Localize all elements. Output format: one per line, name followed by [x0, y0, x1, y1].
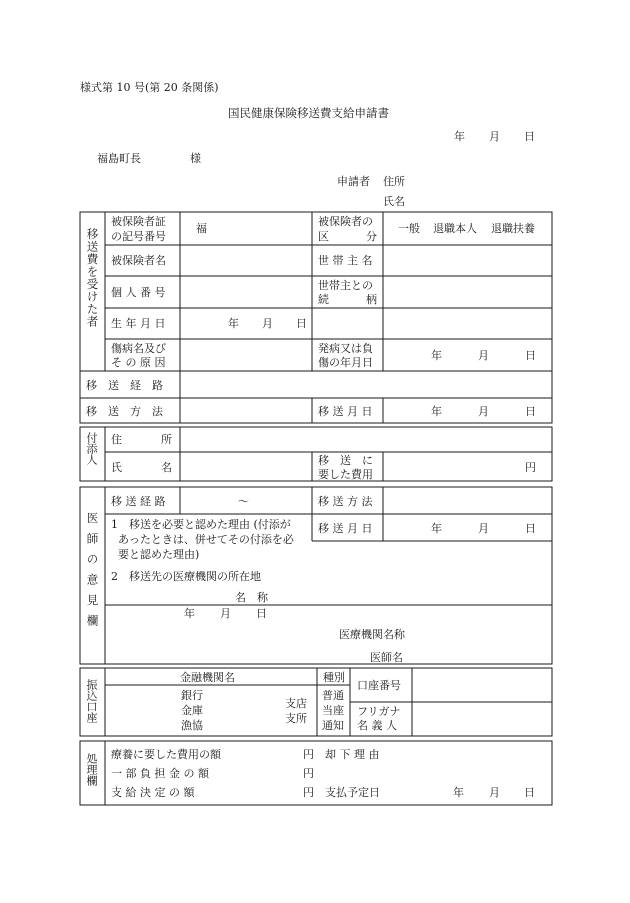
insured-number-prefix: 福 [196, 222, 207, 235]
attendant-address-label-b: 所 [161, 433, 172, 446]
transport-method-label: 移 送 方 法 [86, 405, 163, 418]
insured-number-label-1: 被保険者証 [111, 215, 166, 228]
category-option-dependent: 退職扶養 [491, 222, 535, 235]
category-label-2b: 分 [366, 230, 377, 243]
destination-label: 2 移送先の医療機関の所在地 [111, 570, 261, 583]
account-type-current: 当座 [322, 704, 344, 717]
branch-type-shisho: 支所 [285, 712, 307, 725]
payment-yen: 円 [303, 786, 314, 799]
form-title: 国民健康保険移送費支給申請書 [228, 106, 389, 120]
bank-type-shinkin: 金庫 [181, 704, 203, 717]
insured-number-label-2: の記号番号 [111, 230, 166, 243]
doctor-route-separator: 〜 [238, 495, 249, 508]
birth-month: 月 [262, 317, 273, 330]
processing-section-label: 処理欄 [85, 753, 98, 786]
payment-year: 年 [453, 786, 464, 799]
birth-day: 日 [296, 317, 307, 330]
illness-label-2: そ の 原 因 [111, 356, 166, 369]
applicant-name-label: 氏名 [383, 195, 405, 208]
category-label-2a: 区 [318, 230, 329, 243]
transport-year: 年 [431, 405, 442, 418]
account-type-notice: 通知 [322, 719, 344, 732]
birthdate-label: 生 年 月 日 [111, 317, 166, 330]
payment-month: 月 [489, 786, 500, 799]
birth-year: 年 [228, 317, 239, 330]
account-type-header: 種別 [323, 671, 345, 684]
applicant-address-label: 住所 [383, 175, 405, 188]
attendant-name-label-b: 名 [161, 461, 172, 474]
onset-year: 年 [431, 349, 442, 362]
insured-name-label: 被保険者名 [111, 254, 166, 267]
form-number: 様式第 10 号(第 20 条関係) [80, 81, 219, 94]
reason-line-2: あったときは、併せてその付添を必 [118, 533, 294, 546]
medical-cost-label: 療養に要した費用の額 [111, 748, 221, 761]
attendant-section-label: 付添人 [85, 432, 98, 465]
onset-day: 日 [525, 349, 536, 362]
branch-type-shiten: 支店 [285, 697, 307, 710]
category-option-general: 一般 [398, 222, 420, 235]
doctor-section-label: 医師の意見欄 [85, 512, 100, 635]
householder-label: 世 帯 主 名 [318, 254, 373, 267]
copay-label: 一 部 負 担 金 の 額 [111, 767, 209, 780]
reason-line-1: 1 移送を必要と認めた理由 (付添が [111, 518, 291, 531]
doctor-route-label: 移 送 経 路 [111, 495, 166, 508]
medical-cost-yen: 円 [303, 748, 314, 761]
honorific: 様 [190, 152, 201, 165]
date-month: 月 [489, 130, 500, 143]
patient-section-label: 移送費を受けた者 [85, 228, 100, 328]
account-type-ordinary: 普通 [322, 689, 344, 702]
sign-month: 月 [220, 607, 231, 620]
attendant-cost-label-2: 要した費用 [318, 468, 373, 481]
furigana-label: フリガナ [357, 705, 401, 718]
bank-type-bank: 銀行 [181, 689, 203, 702]
relation-label-1: 世帯主との [318, 279, 373, 292]
attendant-name-label-a: 氏 [111, 461, 122, 474]
illness-label-1: 傷病名及び [111, 342, 166, 355]
payment-label: 支 給 決 定 の 額 [111, 786, 195, 799]
attendant-address-label-a: 住 [111, 433, 122, 446]
transport-month: 月 [478, 405, 489, 418]
bank-type-fishery: 漁協 [181, 719, 203, 732]
onset-label-2: 傷の年月日 [318, 356, 373, 369]
transport-date-label: 移 送 月 日 [318, 405, 373, 418]
doctor-year: 年 [431, 522, 442, 535]
transport-route-label: 移 送 経 路 [86, 379, 163, 392]
applicant-label: 申請者 [337, 175, 370, 188]
holder-label: 名 義 人 [357, 719, 397, 732]
category-option-retired: 退職本人 [433, 222, 477, 235]
rejection-label: 却 下 理 由 [325, 748, 380, 761]
category-label-1: 被保険者の [318, 215, 373, 228]
personal-number-label: 個 人 番 号 [111, 286, 166, 299]
transport-day: 日 [525, 405, 536, 418]
reason-line-3: 要と認めた理由) [118, 548, 200, 561]
doctor-name-label: 医師名 [370, 651, 403, 664]
payment-date-label: 支払予定日 [325, 786, 380, 799]
payment-day: 日 [524, 786, 535, 799]
sign-year: 年 [184, 607, 195, 620]
copay-yen: 円 [303, 767, 314, 780]
onset-label-1: 発病又は負 [318, 342, 373, 355]
sign-day: 日 [256, 607, 267, 620]
destination-name-label: 名 称 [235, 591, 268, 604]
relation-label-2b: 柄 [366, 293, 377, 306]
doctor-month: 月 [478, 522, 489, 535]
attendant-cost-yen: 円 [525, 461, 536, 474]
bank-section-label: 振込口座 [85, 679, 98, 723]
relation-label-2a: 続 [318, 293, 329, 306]
date-year: 年 [454, 130, 465, 143]
addressee: 福島町長 [97, 152, 141, 165]
institution-header: 金融機関名 [180, 671, 235, 684]
doctor-date-label: 移 送 月 日 [318, 522, 373, 535]
onset-month: 月 [478, 349, 489, 362]
doctor-method-label: 移 送 方 法 [318, 495, 373, 508]
date-day: 日 [524, 130, 535, 143]
doctor-day: 日 [525, 522, 536, 535]
account-number-label: 口座番号 [357, 679, 401, 692]
institution-name-label: 医療機関名称 [339, 628, 405, 641]
attendant-cost-label-1: 移 送 に [318, 454, 373, 467]
